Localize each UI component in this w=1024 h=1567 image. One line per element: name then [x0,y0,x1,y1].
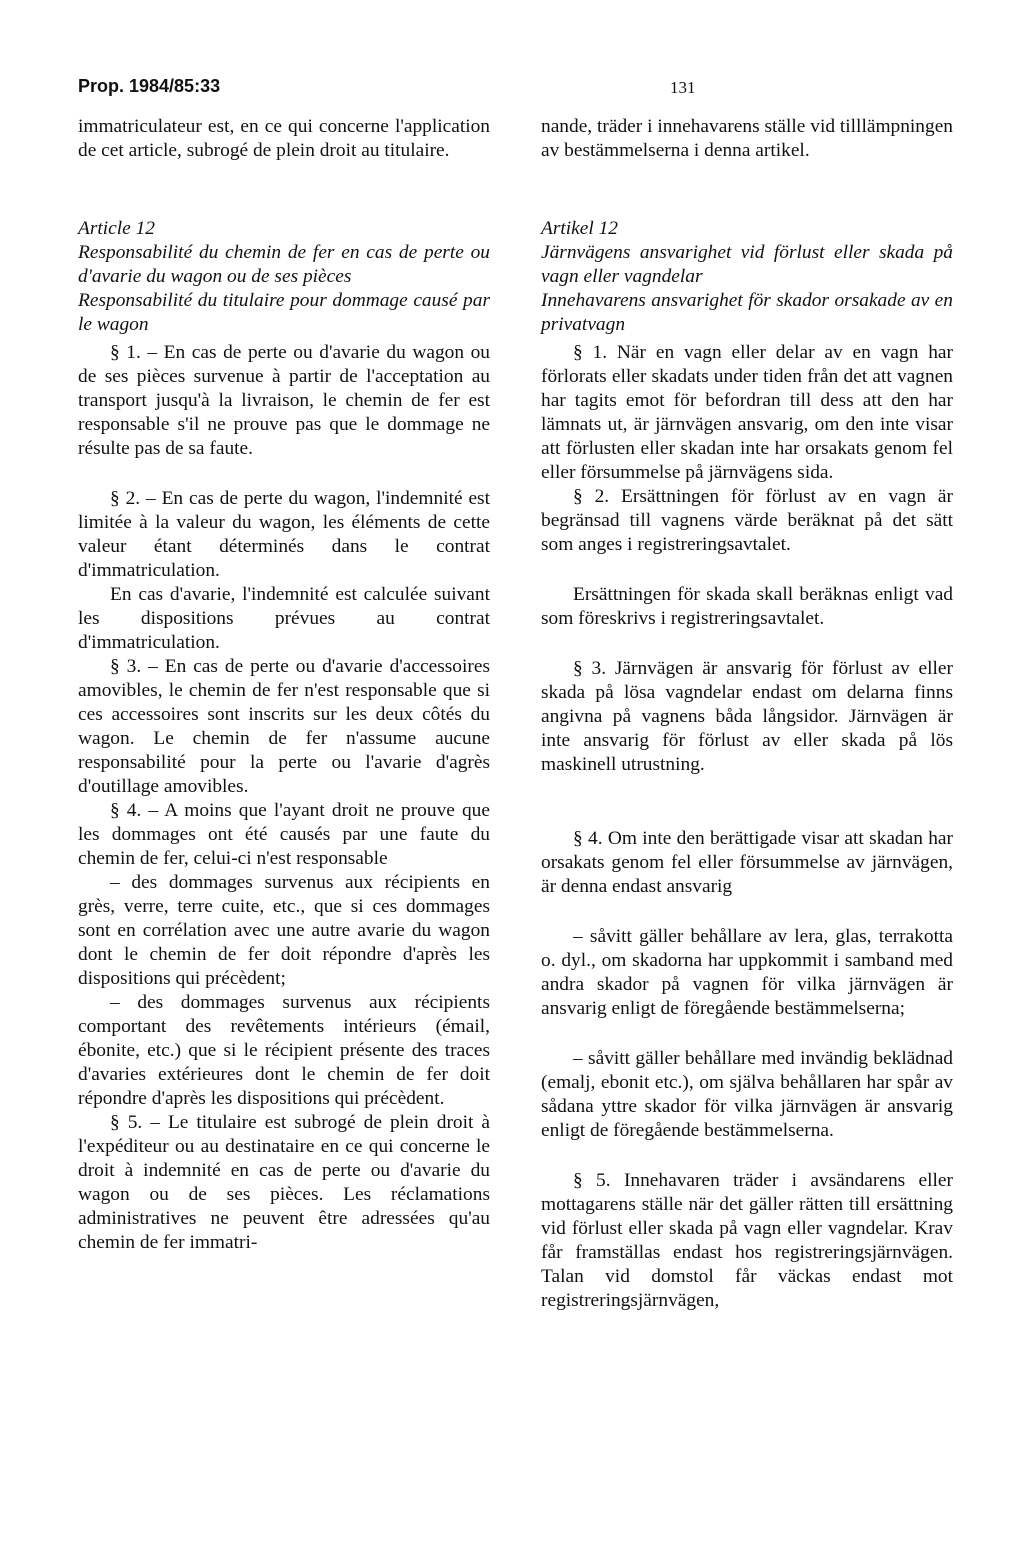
swedish-column [541,115,953,1313]
french-section-4-point-a: – des dommages survenus aux récipients en grès, verre, terre cuite, etc., que si ces dommages sont en corrélation avec une autre avarie du wagon dont le chemin de fer doit répondre d'après les dispositions qui précèdent; [78,872,490,989]
swedish-section-5: § 5. Innehavaren träder i avsändarens eller mottagarens ställe när det gäller rätten till ersättning vid förlust eller skada på vagn eller vagndelar. Krav får framställas endast hos registreringsjärnvägen. Talan vid domstol får väckas endast mot registreringsjärnvägen, [541,1170,953,1311]
swedish-section-2-continued: Ersättningen för skada skall beräknas enligt vad som föreskrivs i registreringsavtalet. [541,584,953,629]
swedish-section-4-point-a: – såvitt gäller behållare av lera, glas, terrakotta o. dyl., om skadorna har uppkommit i samband med andra skador på vagnen för vilka järnvägen är ansvarig enligt de föregående bestämmelserna; [541,926,953,1019]
swedish-section-4: § 4. Om inte den berättigade visar att skadan har orsakats genom fel eller försummelse av järnvägen, är denna endast ansvarig [541,828,953,897]
french-section-2: § 2. – En cas de perte du wagon, l'indemnité est limitée à la valeur du wagon, les éléments de cette valeur étant déterminés dans le contrat d'immatriculation. [78,488,490,581]
french-article-label: Article 12 [78,218,156,239]
document-reference: Prop. 1984/85:33 [78,76,221,96]
french-article-title-1: Responsabilité du chemin de fer en cas de perte ou d'avarie du wagon ou de ses pièces [78,242,490,287]
swedish-section-1: § 1. När en vagn eller delar av en vagn har förlorats eller skadats under tiden från det att vagnen har tagits emot för befordran till dess att den har lämnats ut, är järnvägen ansvarig, om den inte visar att förlusten eller skadan inte har orsakats genom fel eller försummelse på järnvägens sida. [541,342,953,483]
swedish-article-title-1: Järnvägens ansvarighet vid förlust eller skada på vagn eller vagndelar [541,242,953,287]
french-section-4: § 4. – A moins que l'ayant droit ne prouve que les dommages ont été causés par une faute du chemin de fer, celui-ci n'est responsable [78,800,490,869]
french-section-3: § 3. – En cas de perte ou d'avarie d'accessoires amovibles, le chemin de fer n'est responsable que si ces accessoires sont inscrits sur les deux côtés du wagon. Le chemin de fer n'assume aucune responsabilité pour la perte ou l'avarie d'agrès d'outillage amovibles. [78,656,490,797]
swedish-intro: nande, träder i innehavarens ställe vid tilllämpningen av bestämmelserna i denna artikel. [541,116,953,161]
french-section-5: § 5. – Le titulaire est subrogé de plein droit à l'expéditeur ou au destinataire en ce qui concerne le droit à indemnité en cas de perte ou d'avarie du wagon ou de ses pièces. Les réclamations administratives ne peuvent être adressées qu'au chemin de fer immatri- [78,1112,490,1253]
swedish-section-3: § 3. Järnvägen är ansvarig för förlust av eller skada på lösa vagndelar endast om delarna finns angivna på vagnens båda långsidor. Järnvägen är inte ansvarig för förlust av eller skada på lös maskinell utrustning. [541,658,953,775]
swedish-section-4-point-b: – såvitt gäller behållare med invändig beklädnad (emalj, ebonit etc.), om själva behållaren har spår av sådana yttre skador för vilka järnvägen är ansvarig enligt de föregående bestämmelserna. [541,1048,953,1141]
page-number: 131 [670,78,696,97]
french-column [78,115,490,1255]
swedish-article-label: Artikel 12 [541,218,619,239]
french-intro: immatriculateur est, en ce qui concerne l'application de cet article, subrogé de plein droit au titulaire. [78,116,490,161]
page-header [78,76,778,106]
swedish-article-title-2: Innehavarens ansvarighet för skador orsakade av en privatvagn [541,290,953,335]
french-article-heading [78,217,490,337]
swedish-section-2: § 2. Ersättningen för förlust av en vagn är begränsad till vagnens värde beräknat på det sätt som anges i registreringsavtalet. [541,486,953,555]
french-article-title-2: Responsabilité du titulaire pour dommage causé par le wagon [78,290,490,335]
french-section-1: § 1. – En cas de perte ou d'avarie du wagon ou de ses pièces survenue à partir de l'acceptation au transport jusqu'à la livraison, le chemin de fer est responsable s'il ne prouve pas que le dommage ne résulte pas de sa faute. [78,342,490,459]
swedish-article-heading [541,217,953,337]
french-section-2-continued: En cas d'avarie, l'indemnité est calculée suivant les dispositions prévues au contrat d'immatriculation. [78,584,490,653]
french-section-4-point-b: – des dommages survenus aux récipients comportant des revêtements intérieurs (émail, ébonite, etc.) que si le récipient présente des traces d'avaries extérieures dont le chemin de fer doit répondre d'après les dispositions qui précèdent. [78,992,490,1109]
